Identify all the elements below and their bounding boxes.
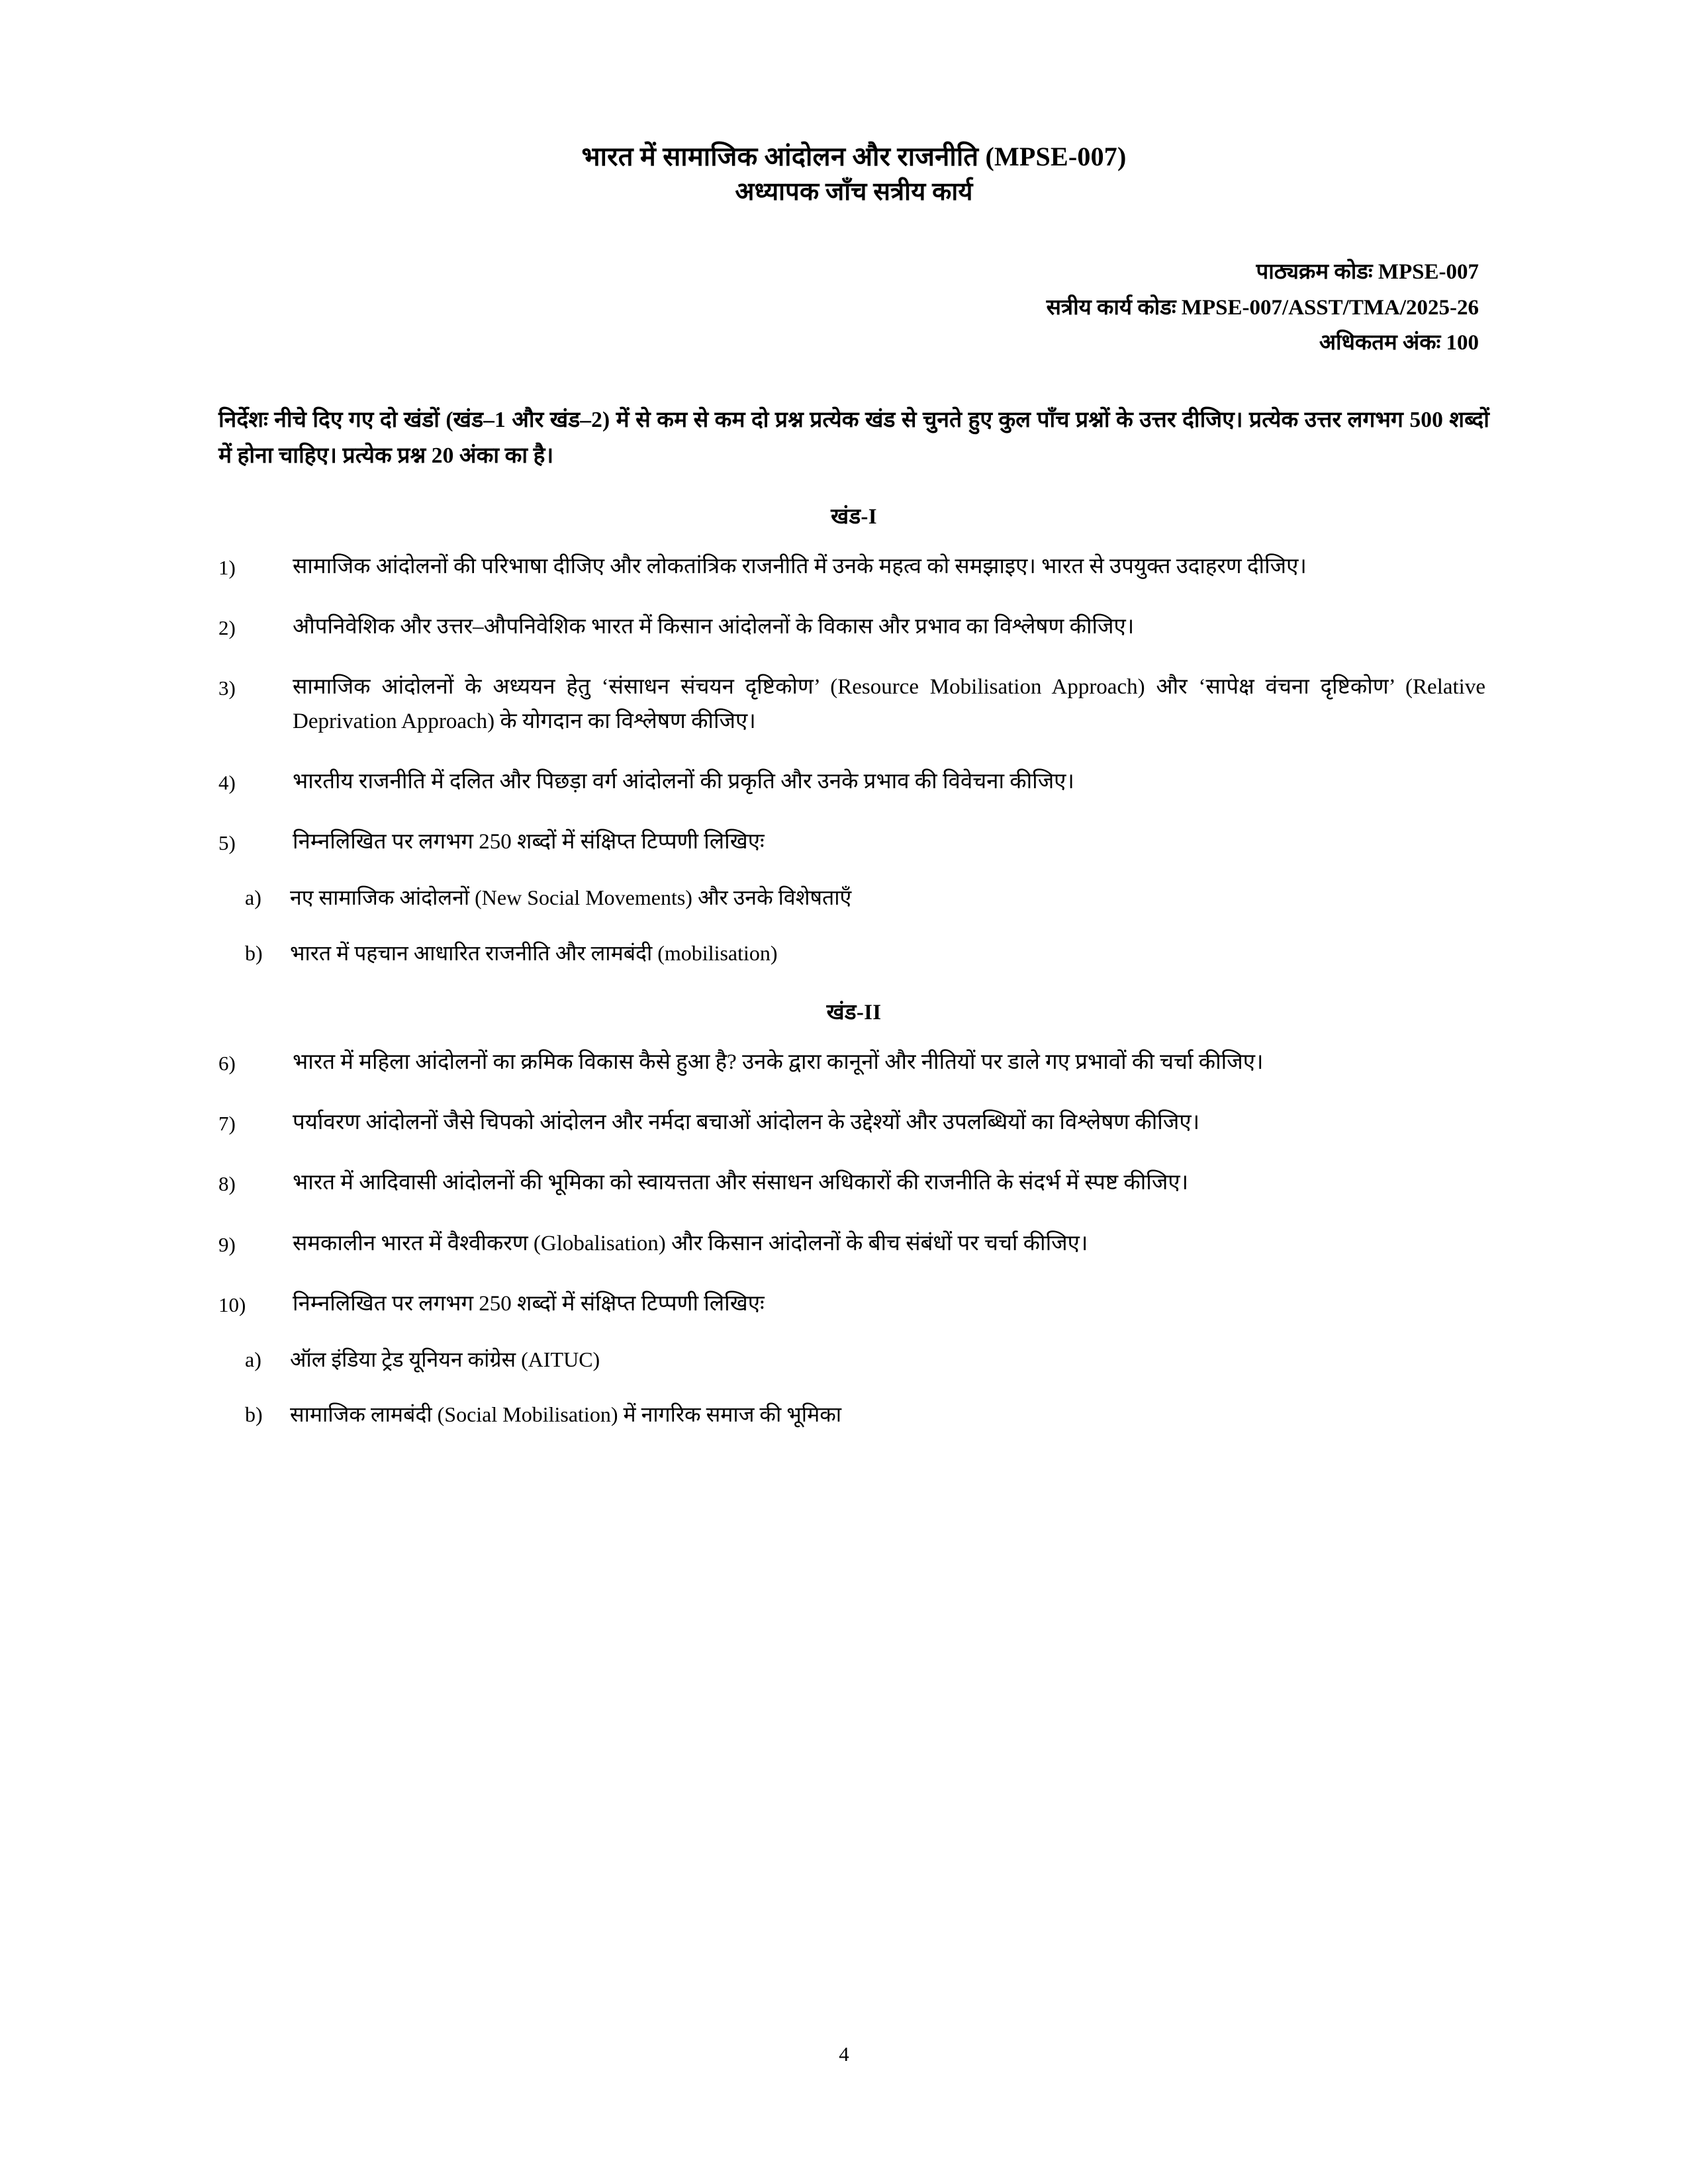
assignment-code-row	[218, 291, 1479, 326]
title-secondary: अध्यापक जाँच सत्रीय कार्य	[735, 178, 973, 206]
question-item	[218, 1166, 1489, 1200]
subquestion-label: b)	[245, 940, 263, 965]
question-text: भारत में आदिवासी आंदोलनों की भूमिका को स्वायत्तता और संसाधन अधिकारों की राजनीति के संदर्भ में स्पष्ट कीजिए।	[293, 1171, 1189, 1195]
assignment-meta	[218, 255, 1489, 361]
subquestion-text: सामाजिक लामबंदी (Social Mobilisation) में नागरिक समाज की भूमिका	[290, 1402, 842, 1427]
subquestion-list	[218, 882, 1489, 970]
question-number: 8)	[218, 1172, 236, 1196]
subquestion-label: a)	[245, 1347, 261, 1371]
subquestion-text: भारत में पहचान आधारित राजनीति और लामबंदी (mobilisation)	[290, 940, 778, 965]
question-number: 1)	[218, 556, 236, 580]
question-text: निम्नलिखित पर लगभग 250 शब्दों में संक्षिप्त टिप्पणी लिखिएः	[293, 829, 765, 854]
subquestion-item	[218, 882, 1489, 915]
question-item	[218, 765, 1489, 799]
question-number: 6)	[218, 1052, 236, 1075]
section-heading-1: खंड-I	[831, 505, 877, 529]
subquestion-list	[218, 1343, 1489, 1432]
course-code-value: MPSE-007	[1378, 260, 1479, 285]
question-item	[218, 1227, 1489, 1261]
subquestion-item	[218, 1343, 1489, 1377]
assignment-code-label: सत्रीय कार्य कोडः	[1046, 295, 1176, 320]
max-marks-label: अधिकतम अंकः	[1319, 331, 1441, 355]
question-number: 2)	[218, 616, 236, 640]
question-item	[218, 1046, 1489, 1079]
question-text: समकालीन भारत में वैश्वीकरण (Globalisation) और किसान आंदोलनों के बीच संबंधों पर चर्चा कीजिए।	[293, 1231, 1088, 1255]
question-number: 10)	[218, 1293, 246, 1316]
question-list-section-1	[218, 550, 1489, 970]
course-code-row	[218, 255, 1479, 290]
question-text: सामाजिक आंदोलनों की परिभाषा दीजिए और लोकतांत्रिक राजनीति में उनके महत्व को समझाइए। भारत से उपयुक्त उदाहरण दीजिए।	[293, 555, 1307, 579]
question-text: भारत में महिला आंदोलनों का क्रमिक विकास कैसे हुआ है? उनके द्वारा कानूनों और नीतियों पर डाले गए प्रभावों की चर्चा कीजिए।	[293, 1050, 1264, 1075]
question-item	[218, 1106, 1489, 1140]
subquestion-item	[218, 937, 1489, 970]
question-item	[218, 610, 1489, 644]
subquestion-label: b)	[245, 1402, 263, 1427]
question-item	[218, 1287, 1489, 1321]
subquestion-text: नए सामाजिक आंदोलनों (New Social Movements) और उनके विशेषताएँ	[290, 885, 852, 909]
question-number: 3)	[218, 676, 236, 700]
question-number: 9)	[218, 1232, 236, 1256]
question-number: 7)	[218, 1112, 236, 1136]
question-item	[218, 670, 1489, 738]
question-text: पर्यावरण आंदोलनों जैसे चिपको आंदोलन और नर्मदा बचाओं आंदोलन के उद्देश्यों और उपलब्धियों का विश्लेषण कीजिए।	[293, 1111, 1200, 1135]
title-primary: भारत में सामाजिक आंदोलन और राजनीति (MPSE-007)	[581, 142, 1127, 171]
max-marks-value: 100	[1446, 331, 1479, 355]
course-code-label: पाठ्यक्रम कोडः	[1256, 260, 1373, 285]
section-heading-2: खंड-II	[826, 1001, 882, 1025]
question-text: निम्नलिखित पर लगभग 250 शब्दों में संक्षिप्त टिप्पणी लिखिएः	[293, 1291, 765, 1316]
question-list-section-2	[218, 1046, 1489, 1432]
document-title	[218, 139, 1489, 210]
max-marks-row	[218, 326, 1479, 361]
question-text: औपनिवेशिक और उत्तर–औपनिवेशिक भारत में किसान आंदोलनों के विकास और प्रभाव का विश्लेषण कीजिए।	[293, 615, 1135, 639]
subquestion-label: a)	[245, 885, 261, 909]
instructions-text: निर्देशः नीचे दिए गए दो खंडों (खंड–1 और खंड–2) में से कम से कम दो प्रश्न प्रत्येक खंड से चुनते हुए कुल पाँच प्रश्नों के उत्तर दीजिए। प्रत्येक उत्तर लगभग 500 शब्दों में होना चाहिए। प्रत्येक प्रश्न 20 अंका का है।	[218, 407, 1489, 468]
subquestion-item	[218, 1398, 1489, 1432]
question-text: भारतीय राजनीति में दलित और पिछड़ा वर्ग आंदोलनों की प्रकृति और उनके प्रभाव की विवेचना कीजिए।	[293, 769, 1074, 794]
question-number: 5)	[218, 831, 236, 854]
question-item	[218, 550, 1489, 584]
question-number: 4)	[218, 770, 236, 794]
page-number: 4	[839, 2042, 849, 2066]
assignment-code-value: MPSE-007/ASST/TMA/2025-26	[1181, 295, 1479, 320]
subquestion-text: ऑल इंडिया ट्रेड यूनियन कांग्रेस (AITUC)	[290, 1347, 600, 1371]
question-item	[218, 825, 1489, 859]
question-text: सामाजिक आंदोलनों के अध्ययन हेतु ‘संसाधन संचयन दृष्टिकोण’ (Resource Mobilisation Approach) और ‘सापेक्ष वंचना दृष्टिकोण’ (Relative Deprivation Approach) के योगदान का विश्लेषण कीजिए।	[293, 675, 1485, 733]
